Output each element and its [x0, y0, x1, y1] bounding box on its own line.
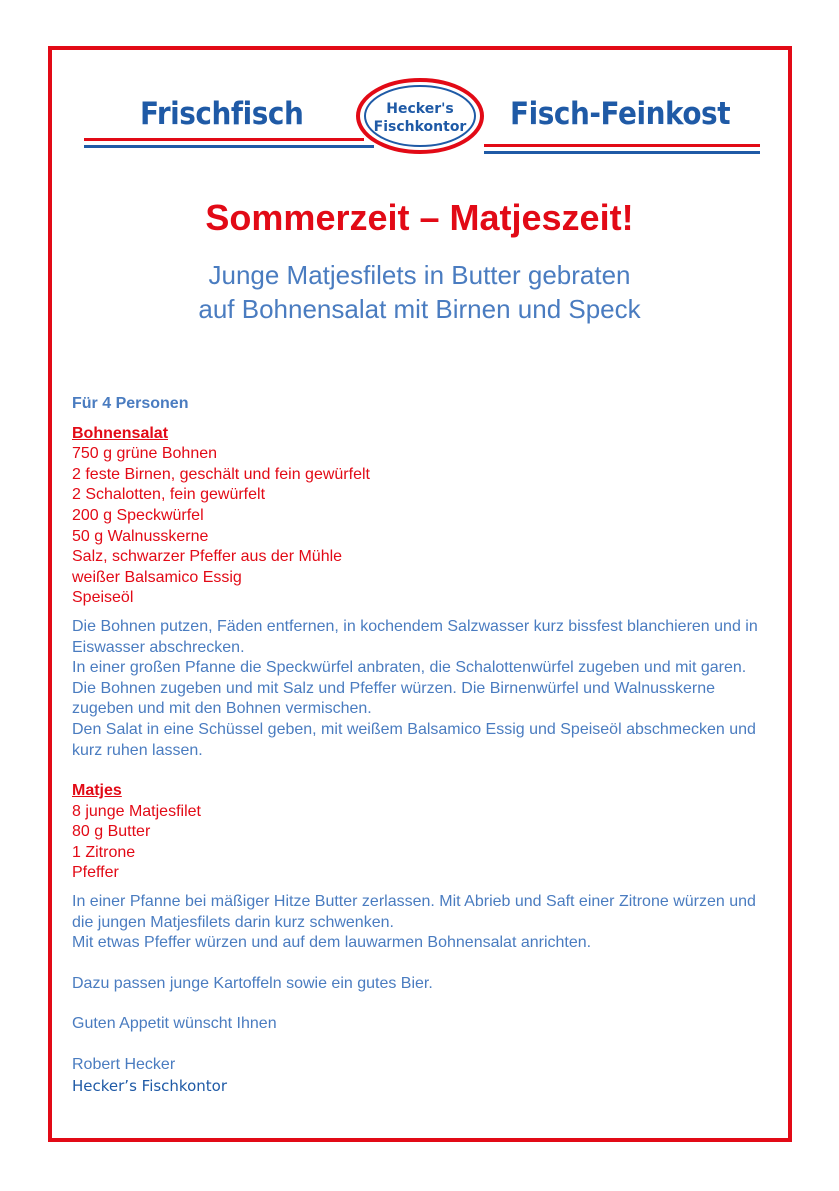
instruction-paragraph: Die Bohnen putzen, Fäden entfernen, in kochendem Salzwasser kurz bissfest blanchieren und in Eiswasser abschrecken. [72, 617, 758, 656]
ingredient-item: 200 g Speckwürfel [72, 506, 204, 524]
brand-word-right: Fisch-Feinkost [510, 96, 731, 132]
hecker-logo [355, 77, 485, 155]
page-title: Sommerzeit – Matjeszeit! [205, 197, 634, 238]
header-stripe-red-right [484, 144, 760, 147]
spacer [72, 954, 772, 974]
spacer [72, 609, 772, 617]
ingredient-item: 1 Zitrone [72, 843, 136, 861]
spacer [72, 1035, 772, 1055]
instruction-paragraph: Den Salat in eine Schüssel geben, mit weißem Balsamico Essig und Speiseöl abschmecken und kurz ruhen lassen. [72, 720, 756, 759]
subtitle-line-2: auf Bohnensalat mit Birnen und Speck [198, 294, 641, 324]
spacer [72, 761, 772, 781]
ingredient-item: 80 g Butter [72, 823, 151, 841]
ingredient-item: Salz, schwarzer Pfeffer aus der Mühle [72, 548, 343, 566]
ingredient-item: 8 junge Matjesfilet [72, 802, 201, 820]
instruction-paragraph: In einer großen Pfanne die Speckwürfel anbraten, die Schalottenwürfel zugeben und mit garen. Die Bohnen zugeben und mit Salz und Pfeffer würzen. Die Birnenwürfel und Walnusskerne zugeben und mit den Bohnen vermischen. [72, 659, 747, 718]
section-heading-bohnensalat: Bohnensalat [72, 424, 169, 442]
section-heading-matjes: Matjes [72, 782, 122, 800]
header-stripe-blue-right [484, 151, 760, 154]
brand-word-left: Frischfisch [140, 96, 304, 132]
logo-text-line2: Fischkontor [373, 119, 467, 135]
spacer [72, 994, 772, 1014]
signature-name: Robert Hecker [72, 1056, 176, 1074]
instruction-paragraph: Mit etwas Pfeffer würzen und auf dem lauwarmen Bohnensalat anrichten. [72, 934, 592, 952]
subtitle-line-1: Junge Matjesfilets in Butter gebraten [208, 260, 631, 290]
ingredient-item: 2 Schalotten, fein gewürfelt [72, 486, 266, 504]
ingredient-list-bohnensalat [72, 444, 772, 609]
brand-header [84, 76, 760, 162]
instruction-paragraph: In einer Pfanne bei mäßiger Hitze Butter zerlassen. Mit Abrieb und Saft einer Zitrone würzen und die jungen Matjesfilets darin kurz schwenken. [72, 893, 756, 931]
servings-label: Für 4 Personen [72, 395, 189, 412]
logo-text-line1: Hecker's [386, 101, 454, 117]
serving-tip: Dazu passen junge Kartoffeln sowie ein gutes Bier. [72, 974, 433, 992]
ingredient-list-matjes [72, 802, 772, 884]
header-stripe-red-left [84, 138, 364, 141]
ingredient-item: 50 g Walnusskerne [72, 527, 209, 545]
ingredient-item: Speiseöl [72, 589, 134, 607]
header-stripe-blue-left [84, 145, 374, 148]
ingredient-item: 2 feste Birnen, geschält und fein gewürfelt [72, 465, 370, 483]
closing-greeting: Guten Appetit wünscht Ihnen [72, 1015, 277, 1033]
recipe-content [72, 394, 772, 1096]
ingredient-item: 750 g grüne Bohnen [72, 445, 218, 463]
ingredient-item: Pfeffer [72, 864, 119, 882]
signature-company: Hecker’s Fischkontor [72, 1076, 227, 1095]
spacer [72, 884, 772, 892]
ingredient-item: weißer Balsamico Essig [72, 568, 242, 586]
